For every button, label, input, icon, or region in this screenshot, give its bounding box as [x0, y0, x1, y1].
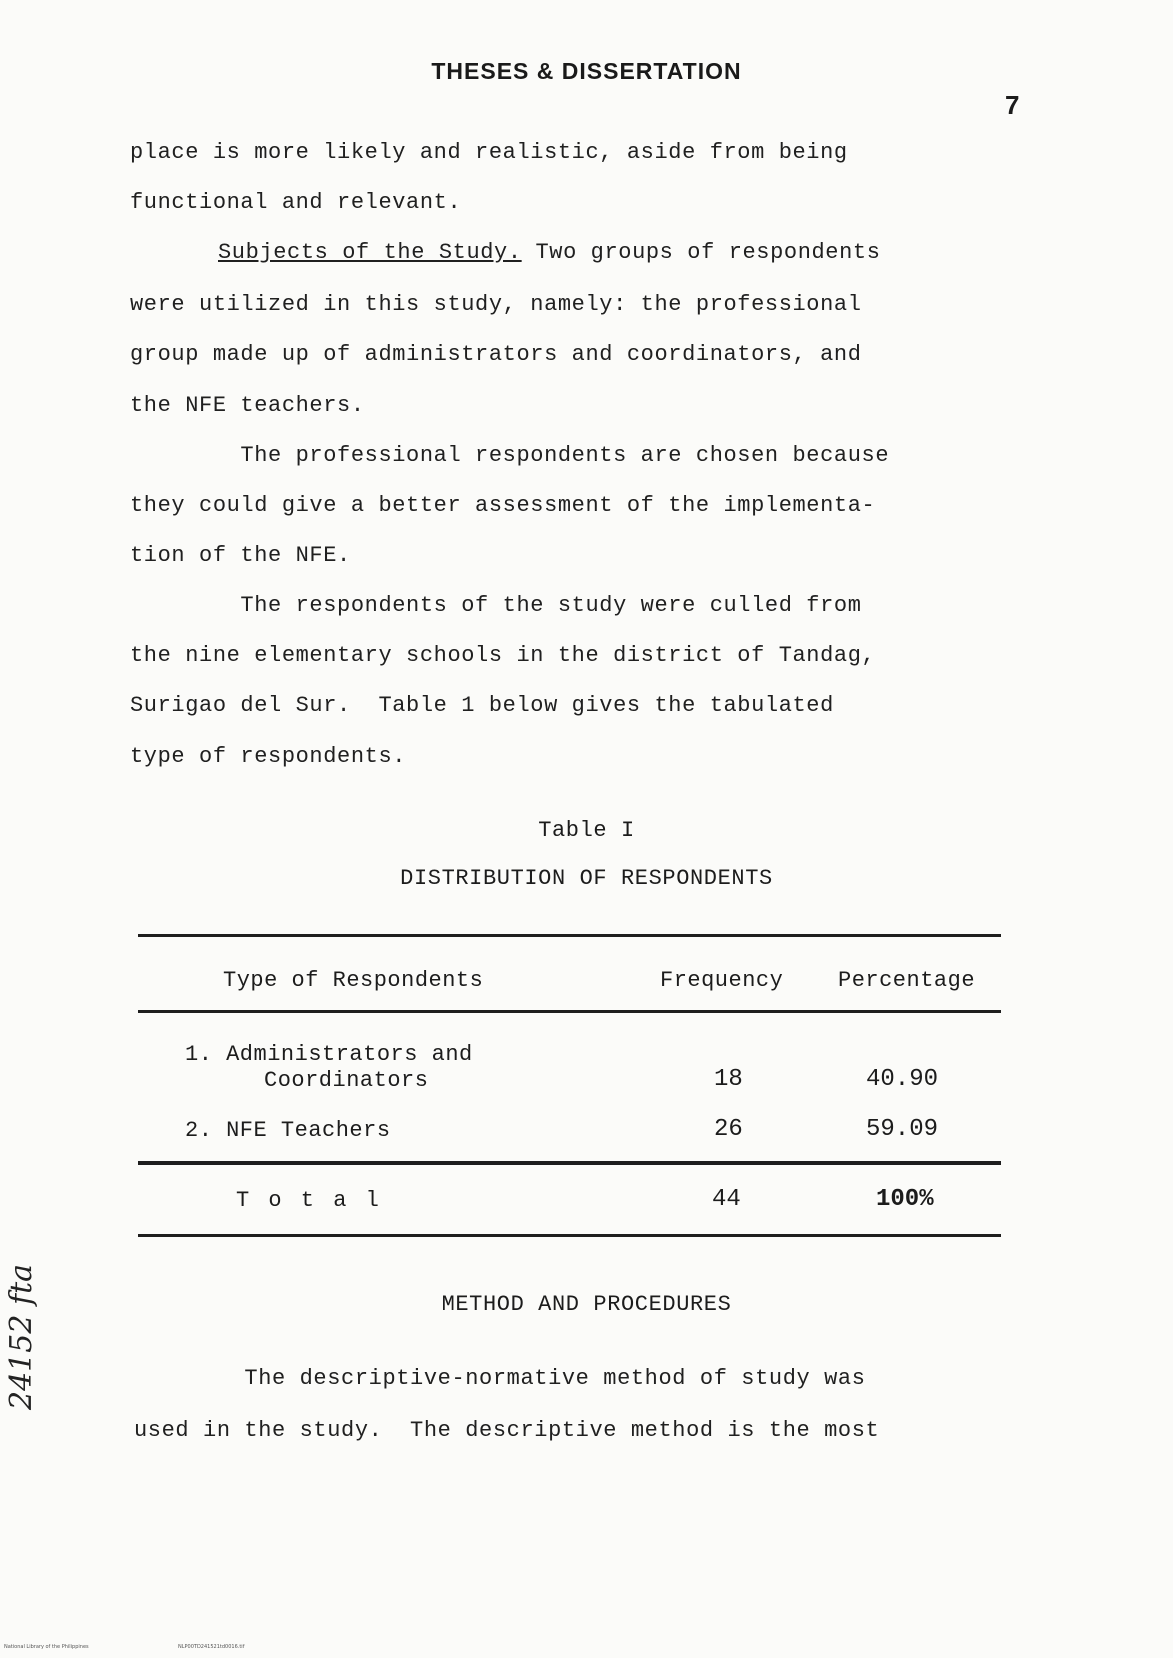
footer-library-name: National Library of the Philippines [4, 1644, 89, 1650]
body-line: the nine elementary schools in the district of Tandag, [130, 643, 876, 668]
body-line: The professional respondents are chosen because [130, 443, 890, 468]
table-total-frequency: 44 [712, 1186, 741, 1213]
table-header-percentage: Percentage [838, 968, 976, 993]
subjects-line-rest: Two groups of respondents [521, 240, 881, 265]
table-bottom-rule [138, 1234, 1001, 1237]
handwritten-margin-note: 24152 fta [4, 1263, 39, 1410]
table-row-1-frequency: 18 [714, 1066, 743, 1093]
body-line: Surigao del Sur. Table 1 below gives the tabulated [130, 693, 834, 718]
body-line: they could give a better assessment of the implementa- [130, 493, 876, 518]
page-number: 7 [1005, 90, 1020, 120]
table-total-label: T o t a l [236, 1188, 382, 1213]
table-row-2-percentage: 59.09 [866, 1116, 939, 1143]
table-total-rule [138, 1161, 1001, 1165]
table-total-percentage: 100% [876, 1186, 934, 1213]
body-line: tion of the NFE. [130, 543, 351, 568]
subjects-paragraph-line [218, 240, 881, 265]
body-line: were utilized in this study, namely: the professional [130, 292, 862, 317]
body-line: place is more likely and realistic, aside from being [130, 140, 848, 165]
section-heading: METHOD AND PROCEDURES [441, 1292, 732, 1317]
body-line: The respondents of the study were culled from [130, 593, 862, 618]
page-header: THESES & DISSERTATION [431, 58, 742, 84]
section-line: used in the study. The descriptive method is the most [134, 1418, 880, 1443]
table-row-1-percentage: 40.90 [866, 1066, 939, 1093]
table-row-1-label-line1: 1. Administrators and [185, 1042, 473, 1067]
section-line: The descriptive-normative method of study was [134, 1366, 866, 1391]
subjects-heading: Subjects of the Study. [218, 240, 522, 265]
table-header-rule [138, 1010, 1001, 1013]
table-top-rule [138, 934, 1001, 937]
body-line: group made up of administrators and coordinators, and [130, 342, 862, 367]
table-row-2-frequency: 26 [714, 1116, 743, 1143]
body-line: functional and relevant. [130, 190, 462, 215]
footer-file-name: NLP00TD241521td0016.tif [178, 1644, 245, 1650]
table-row-1-label-line2: Coordinators [264, 1068, 429, 1093]
body-line: type of respondents. [130, 744, 407, 769]
table-header-frequency: Frequency [660, 968, 784, 993]
body-line: the NFE teachers. [130, 393, 365, 418]
table-title: DISTRIBUTION OF RESPONDENTS [400, 866, 773, 891]
table-number: Table I [538, 818, 635, 843]
table-row-2-label: 2. NFE Teachers [185, 1118, 391, 1143]
table-header-type: Type of Respondents [223, 968, 484, 993]
